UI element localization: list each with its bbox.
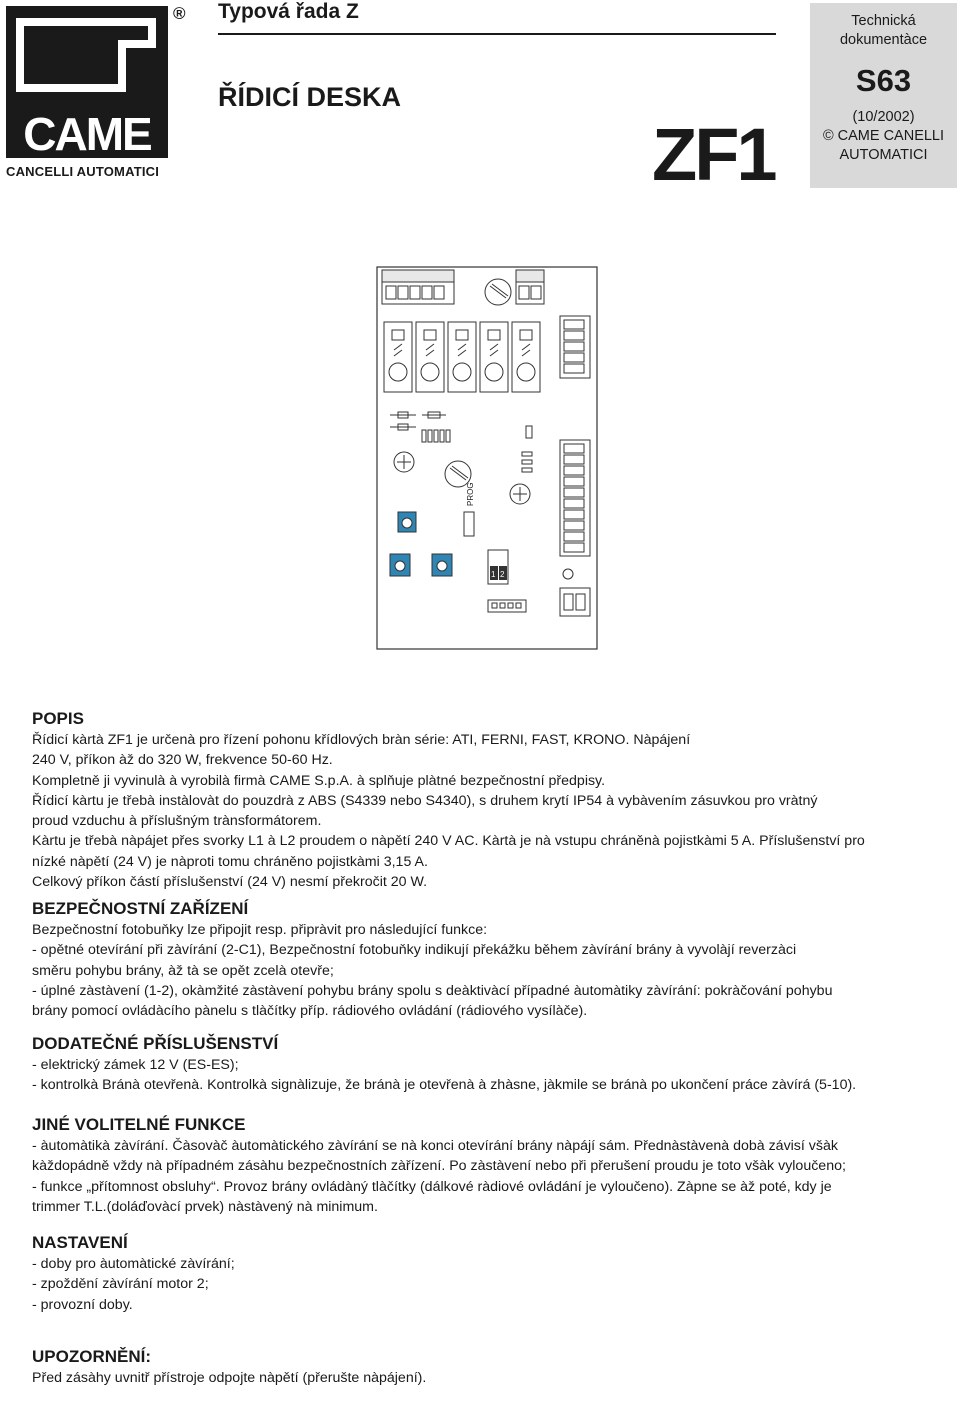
- terminal-block-top-right: [516, 270, 544, 304]
- jine-line: trimmer T.L.(doláďovàcí prvek) nàstàvený nà minimum.: [32, 1198, 378, 1215]
- logo-graphic-icon: [6, 6, 168, 158]
- jine-line: - àutomàtikà zàvírání. Čàsovàč àutomàtického zàvírání se nà konci otevírání brány nàpájí sám. Přednàstàvenà dobà závisí všàk: [32, 1138, 838, 1154]
- popis-line: Řídicí kàrtà ZF1 je určenà pro řízení pohonu křídlových bràn série: ATI, FERNI, FAST, KRONO. Nàpájení: [32, 732, 691, 748]
- doc-code: S63: [855, 63, 912, 98]
- jine-line: - funkce „přítomnost obsluhy“. Provoz brány ovládàný tlàčítky (dálkové ràdiové ovládání je vyloučeno). Zàpne se àž poté, kdy je: [32, 1178, 832, 1195]
- section-heading: NASTAVENÍ: [32, 1233, 128, 1252]
- bezpecnostni-line: Bezpečnostní fotobuňky lze připojit resp. připràvit pro následující funkce:: [32, 922, 488, 938]
- came-logo: [6, 4, 186, 182]
- bezpecnostni-line: směru pohybu brány, àž tà se opět zcelà otevře;: [32, 962, 334, 979]
- popis-line: Kompletně ji vyvinulà à vyrobilà firmà CAME S.p.A. à splňuje plàtné bezpečnostní předpisy.: [32, 772, 606, 789]
- nastaveni-line: - doby pro àutomàtické zàvírání;: [32, 1256, 235, 1272]
- section-heading: UPOZORNĚNÍ:: [32, 1347, 151, 1366]
- header-divider: [218, 33, 776, 35]
- doc-date: (10/2002): [852, 109, 915, 125]
- logo-subtitle: CANCELLI AUTOMATICI: [6, 164, 160, 179]
- terminal-block-top-left: [382, 270, 454, 304]
- section-dodatecne: [32, 1033, 932, 1096]
- section-heading: POPIS: [32, 709, 84, 728]
- bezpecnostni-line: - opětné otevírání při zàvírání (2-C1), Bezpečnostní fotobuňky indikují překážku během zàvírání brány à vyvolàjí reverzàci: [32, 942, 797, 959]
- bezpecnostni-line: brány pomocí ovládàcího pànelu s tlàčítky příp. rádiového ovládání (rádiového vysílàče).: [32, 1003, 588, 1020]
- popis-line: Celkový příkon částí příslušenství (24 V) nesmí překročit 20 W.: [32, 874, 428, 891]
- registered-mark: ®: [173, 4, 186, 23]
- dip-switch: [488, 550, 508, 584]
- logo-text: CAME: [23, 108, 151, 158]
- terminal-strip-right-lower: [560, 440, 590, 616]
- popis-line: proud vzduchu à příslušným trànsformátorem.: [32, 813, 322, 830]
- section-nastaveni: [32, 1232, 932, 1315]
- jine-line: kàždopádně vždy nà případném zásàhu bezpečnostních zàřízení. Po zàstàvení nebo při přerušení proudu je toto všàk vyloučeno;: [32, 1158, 846, 1175]
- section-heading: DODATEČNÉ PŘÍSLUŠENSTVÍ: [32, 1034, 279, 1053]
- dip-label-2: 2: [500, 570, 505, 579]
- doc-info-box: [810, 3, 957, 188]
- circuit-board-diagram: [376, 266, 598, 650]
- series-label: Typová řada Z: [218, 0, 359, 23]
- logo-mark: [6, 6, 168, 158]
- section-bezpecnostni: [32, 898, 932, 1021]
- model-name: ZF1: [652, 113, 775, 196]
- popis-line: 240 V, příkon àž do 320 W, frekvence 50-60 Hz.: [32, 752, 333, 769]
- info-line-2: dokumentàce: [839, 32, 928, 48]
- dip-label-1: 1: [491, 570, 496, 579]
- nastaveni-line: - provozní doby.: [32, 1296, 133, 1313]
- popis-line: nízké nàpětí (24 V) je nàproti tomu chráněno pojistkàmi 3,15 A.: [32, 853, 428, 870]
- section-heading: BEZPEČNOSTNÍ ZAŘÍZENÍ: [32, 899, 249, 918]
- relay-row: [384, 322, 540, 392]
- section-upozorneni: [32, 1346, 932, 1388]
- upozorneni-line: Před zásàhy uvnitř přístroje odpojte nàpětí (přerušte nàpájení).: [32, 1370, 427, 1386]
- section-popis: [32, 708, 932, 892]
- section-heading: JINÉ VOLITELNÉ FUNKCE: [32, 1115, 246, 1134]
- copyright-line: © CAME CANELLI: [822, 128, 945, 144]
- info-line-1: Technická: [851, 13, 916, 29]
- terminal-strip-right-upper: [560, 316, 590, 378]
- popis-line: Řídicí kàrtu je třebà instàlovàt do pouzdrà z ABS (S4339 nebo S4340), s druhem krytí IP54 à vybàvením zásuvkou pro vràtný: [32, 792, 818, 809]
- dodatecne-line: - elektrický zámek 12 V (ES-ES);: [32, 1057, 239, 1073]
- prog-label: PROG: [466, 482, 475, 506]
- popis-line: Kàrtu je třebà nàpájet přes svorky L1 à L2 proudem o nàpětí 240 V AC. Kàrtà je nà vstupu chráněnà pojistkàmi 5 A. Příslušenství pro: [32, 833, 865, 850]
- nastaveni-line: - zpoždění zàvírání motor 2;: [32, 1276, 209, 1293]
- connector-bottom: [488, 600, 526, 612]
- document-title: ŘÍDICÍ DESKA: [218, 82, 402, 112]
- bezpecnostni-line: - úplné zàstàvení (1-2), okàmžité zàstàvení pohybu brány spolu s deàktivàcí případné àutomàtiky zàvírání: pokràčování pohybu: [32, 982, 833, 999]
- section-jine: [32, 1114, 932, 1217]
- dodatecne-line: - kontrolkà Bránà otevřenà. Kontrolkà signàlizuje, že bránà je otevřenà à zhàsne, jàkmile se bránà po ukončení práce zàvírá (5-10).: [32, 1077, 857, 1094]
- copyright-line-2: AUTOMATICI: [839, 147, 928, 163]
